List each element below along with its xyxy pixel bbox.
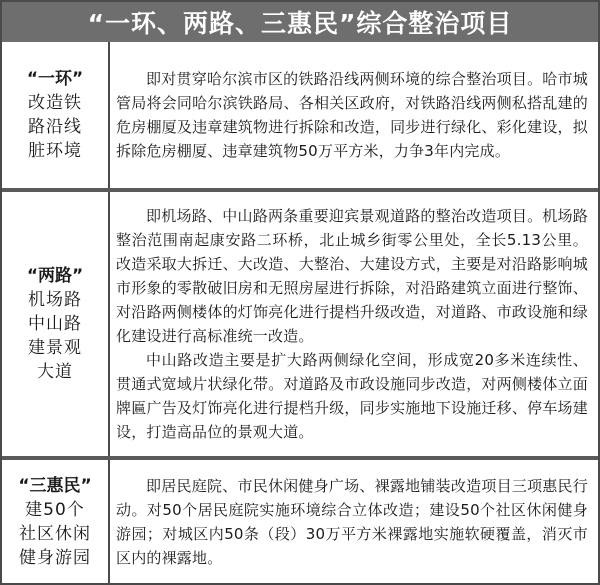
content-paragraph: 即机场路、中山路两条重要迎宾景观道路的整治改造项目。机场路整治范围南起康安路二环桥，北止城乡街零公里处，全长5.13公里。改造采取大拆迁、大改造、大整治、大建设方式，主要是对沿路影响城市形象的零散破旧房和无照房屋进行拆除，对沿路建筑立面进行整饰、对沿路两侧楼体的灯饰亮化进行提档升级改造，对道路、市政设施和绿化建设进行高标准统一改造。: [116, 207, 588, 345]
row-label-description: 机场路 中山路 建景观 大道: [28, 290, 82, 382]
row-label-heading: “一环”: [26, 69, 84, 89]
column-divider: [108, 42, 110, 188]
column-divider: [108, 192, 110, 456]
row-content: [116, 460, 588, 583]
row-content: [116, 42, 588, 188]
content-paragraph: 中山路改造主要是扩大路两侧绿化空间，形成宽20多米连续性、贯通式宽域片状绿化带。对道路及市政设施同步改造，对两侧楼体立面牌匾广告及灯饰亮化进行提档升级，同步实施地下设施迁移、停车场建设，打造高品位的景观大道。: [116, 351, 588, 441]
row-label-heading: “两路”: [26, 266, 84, 286]
row-label: [2, 460, 108, 583]
row-sanhuimin: [2, 456, 598, 583]
content-paragraph: 即对贯穿哈尔滨市区的铁路沿线两侧环境的综合整治项目。哈市城管局将会同哈尔滨铁路局、各相关区政府，对铁路沿线两侧私搭乱建的危房棚厦及违章建筑物进行拆除和改造，同步进行绿化、彩化建设，拟拆除危房棚厦、违章建筑物50万平方米，力争3年内完成。: [116, 70, 588, 160]
row-label-description: 建50个 社区休闲 健身游园: [19, 499, 91, 568]
row-content: [116, 192, 588, 456]
row-label: [2, 192, 108, 456]
row-yihuan: [2, 42, 598, 188]
row-label-heading: “三惠民”: [18, 475, 92, 496]
content-paragraph: 即居民庭院、市民休闲健身广场、裸露地铺装改造项目三项惠民行动。对50个居民庭院实施环境综合立体改造；建设50个社区休闲健身游园；对城区内50条（段）30万平方米裸露地实施软硬覆盖，消灭市区内的裸露地。: [116, 476, 588, 567]
column-divider: [108, 460, 110, 583]
row-label: [2, 42, 108, 188]
table-title: “一环、两路、三惠民”综合整治项目: [2, 2, 598, 42]
row-lianglu: [2, 188, 598, 456]
row-label-description: 改造铁 路沿线 脏环境: [28, 93, 82, 161]
